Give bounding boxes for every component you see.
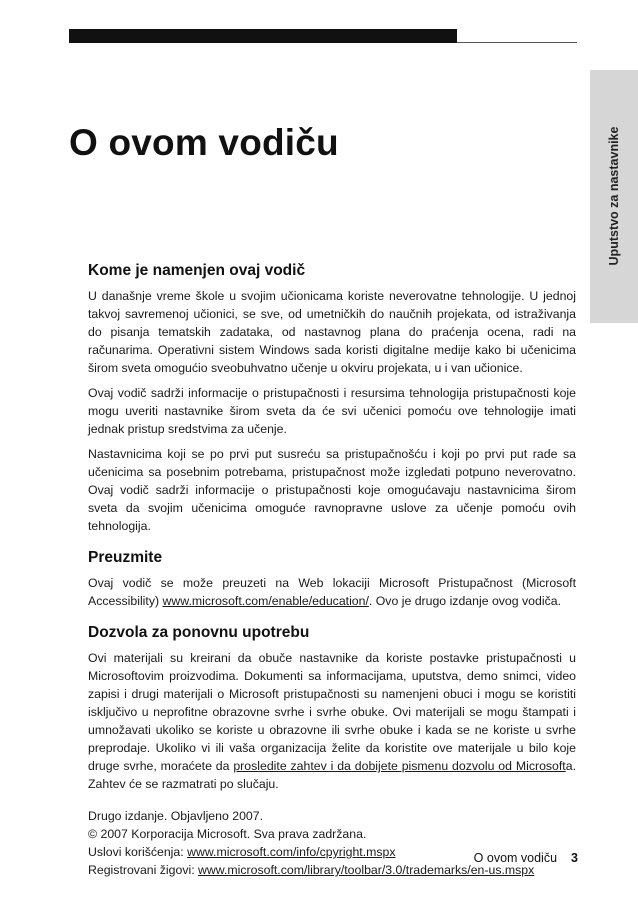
paragraph: Ovaj vodič sadrži informacije o pristupačnosti i resursima tehnologija pristupačnosti koje mogu uveriti nastavnike širom sveta da će svi učenici pomoću ove tehnologije imati jednak pristup sredstvima za učenje. (88, 386, 576, 436)
text: Ovaj vodič se može preuzeti na Web lokaciji Microsoft Pristupačnost (Microsoft Accessibility) (88, 576, 576, 608)
section-heading: Preuzmite (88, 549, 163, 566)
section-audience (88, 262, 576, 535)
terms-label: Uslovi korišćenja: (88, 845, 188, 859)
header-bar (69, 29, 457, 43)
page-footer (474, 851, 578, 865)
text: a. Zahtev će se razmatrati po slučaju. (88, 759, 576, 791)
page-number: 3 (571, 851, 578, 865)
edition-line: Drugo izdanje. Objavljeno 2007. (88, 809, 264, 823)
footer-label: O ovom vodiču (473, 851, 558, 865)
copyright-line: © 2007 Korporacija Microsoft. Sva prava zadržana. (88, 827, 367, 841)
page-title: O ovom vodiču (69, 122, 339, 163)
side-tab (590, 70, 638, 323)
paragraph: Nastavnicima koji se po prvi put susreću sa pristupačnošću i koji po prvi put rade sa učenicima sa posebnim potrebama, pristupačnost može izgledati potpuno neverovatno. Ovaj vodič sadrži informacije o pristupačnosti koje omogućavaju nastavnicima širom sveta da svojim učenicima omoguće ravnopravne uslove za učenje pomoću ovih tehnologija. (88, 447, 576, 533)
paragraph (88, 574, 576, 610)
main-content (88, 262, 576, 879)
paragraph (88, 649, 576, 793)
section-download (88, 549, 576, 610)
section-permission (88, 624, 576, 793)
text: Ovi materijali su kreirani da obuče nastavnike da koriste postavke pristupačnosti u Microsoftovim proizvodima. Dokumenti sa informacijama, uputstva, demo snimci, video zapisi i drugi materijali o Microsoft pristupačnosti su namenjeni obuci i mogu se koristiti isključivo u neprofitne obrazovne svrhe i svrhe obuke. Ovi materijali se mogu štampati i umnožavati ukoliko se koriste u obrazovne ili svrhe obuke i kada se ne koriste u svrhe preprodaje. Ukoliko vi ili vaša organizacija želite da koristite ove materijale u bilo koje druge svrhe, moraćete da (88, 651, 576, 773)
section-heading: Dozvola za ponovnu upotrebu (88, 624, 310, 641)
download-link[interactable]: www.microsoft.com/enable/education/ (162, 594, 369, 608)
side-tab-label: Uputstvo za nastavnike (607, 126, 621, 266)
section-heading: Kome je namenjen ovaj vodič (88, 262, 306, 279)
trademarks-link[interactable]: www.microsoft.com/library/toolbar/3.0/trademarks/en-us.mspx (198, 863, 535, 877)
publication-info (88, 807, 576, 879)
permission-link[interactable]: prosledite zahtev i da dobijete pismenu dozvolu od Microsoft (233, 759, 566, 773)
paragraph: U današnje vreme škole u svojim učionicama koriste neverovatne tehnologije. U jednoj takvoj savremenoj učionici, se sve, od umetničkih do naučnih projekata, od istraživanja do pisanja tematskih zadataka, od nastavnog plana do praćenja ocena, radi na računarima. Operativni sistem Windows sada koristi digitalne medije kako bi učenicima širom sveta omogućio sveobuhvatno učenje u okviru projekata, u i van učionice. (88, 289, 576, 375)
trademarks-label: Registrovani žigovi: (88, 863, 199, 877)
terms-link[interactable]: www.microsoft.com/info/cpyright.mspx (187, 845, 396, 859)
header-rule (457, 42, 577, 43)
text: . Ovo je drugo izdanje ovog vodiča. (368, 594, 561, 608)
